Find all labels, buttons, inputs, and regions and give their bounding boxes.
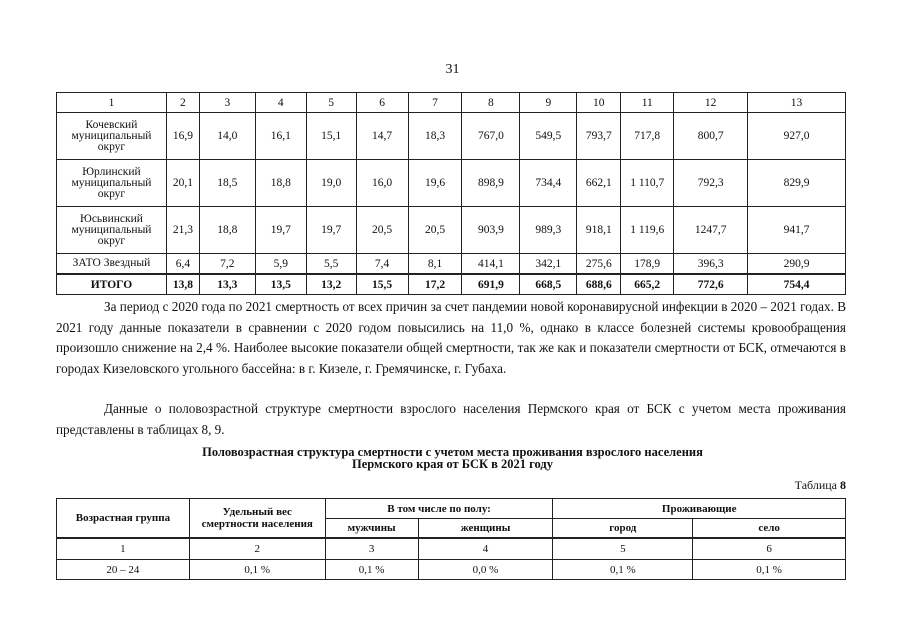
table-cell: 549,5	[520, 113, 577, 160]
header-age-group: Возрастная группа	[57, 499, 190, 539]
total-cell: 13,3	[199, 274, 255, 295]
column-number: 12	[674, 93, 748, 113]
total-row	[57, 274, 846, 295]
table-cell: 14,7	[356, 113, 408, 160]
table-row	[57, 207, 846, 254]
paragraph-text: За период с 2020 года по 2021 смертность от всех причин за счет пандемии новой коронавирусной инфекции в 2020 – 2021 годах. В 2021 году данные показатели в сравнении с 2020 годом повысились на 11,0 %, однако в классе болезней системы кровообращения произошло снижение на 2,4 %. Наиболее высокие показатели общей смертности, так же как и показатели смертности от БСК, отмечаются в городах Кизеловского угольного бассейна: в г. Кизеле, г. Гремячинске, г. Губаха.	[56, 299, 846, 376]
table-cell: 18,8	[199, 207, 255, 254]
table-cell: 20,5	[356, 207, 408, 254]
male-cell: 0,1 %	[325, 560, 418, 580]
table-cell: 918,1	[577, 207, 621, 254]
column-number: 7	[408, 93, 462, 113]
total-cell: 668,5	[520, 274, 577, 295]
table-cell: 15,1	[306, 113, 356, 160]
mortality-by-district-table	[56, 92, 846, 295]
total-cell: 754,4	[748, 274, 846, 295]
table-cell: 1 119,6	[621, 207, 674, 254]
header-male: мужчины	[325, 519, 418, 539]
age-group-cell: 20 – 24	[57, 560, 190, 580]
table-cell: 5,9	[255, 254, 306, 275]
total-cell: 772,6	[674, 274, 748, 295]
column-number: 4	[255, 93, 306, 113]
table-cell: 18,5	[199, 160, 255, 207]
table-cell: 8,1	[408, 254, 462, 275]
column-number: 2	[166, 93, 199, 113]
table-cell: 19,7	[255, 207, 306, 254]
column-number: 11	[621, 93, 674, 113]
city-cell: 0,1 %	[553, 560, 693, 580]
table-cell: 800,7	[674, 113, 748, 160]
table-cell: 941,7	[748, 207, 846, 254]
table-cell: 18,3	[408, 113, 462, 160]
table-row	[57, 254, 846, 275]
table-cell: 1247,7	[674, 207, 748, 254]
total-cell: 13,8	[166, 274, 199, 295]
column-number: 8	[462, 93, 520, 113]
table-cell: 19,0	[306, 160, 356, 207]
table-cell: 18,8	[255, 160, 306, 207]
table-cell: 898,9	[462, 160, 520, 207]
table-cell: 16,9	[166, 113, 199, 160]
table-cell: 20,5	[408, 207, 462, 254]
column-number: 9	[520, 93, 577, 113]
column-number-row	[57, 93, 846, 113]
column-number: 5	[553, 538, 693, 560]
table-cell: 662,1	[577, 160, 621, 207]
district-name: Кочевский муниципальный округ	[57, 113, 167, 160]
header-row	[57, 499, 846, 519]
share-cell: 0,1 %	[189, 560, 325, 580]
village-cell: 0,1 %	[693, 560, 846, 580]
header-mortality-share: Удельный вес смертности населения	[189, 499, 325, 539]
table-cell: 767,0	[462, 113, 520, 160]
column-number: 5	[306, 93, 356, 113]
table-cell: 16,1	[255, 113, 306, 160]
table-row	[57, 160, 846, 207]
table-row	[57, 560, 846, 580]
column-number: 3	[325, 538, 418, 560]
paragraph-text: Данные о половозрастной структуре смертности взрослого населения Пермского края от БСК с учетом места проживания представлены в таблицах 8, 9.	[56, 401, 846, 437]
paragraph-tables-reference	[56, 399, 846, 440]
total-cell: 17,2	[408, 274, 462, 295]
table-cell: 927,0	[748, 113, 846, 160]
table-8-title-line-1: Половозрастная структура смертности с учетом места проживания взрослого населения	[202, 445, 703, 459]
table-row	[57, 113, 846, 160]
total-cell: 691,9	[462, 274, 520, 295]
table-cell: 717,8	[621, 113, 674, 160]
paragraph-mortality-summary	[56, 297, 846, 379]
table-cell: 16,0	[356, 160, 408, 207]
district-name: ЗАТО Звездный	[57, 254, 167, 275]
column-number: 4	[418, 538, 553, 560]
table-cell: 5,5	[306, 254, 356, 275]
table-cell: 793,7	[577, 113, 621, 160]
header-by-sex: В том числе по полу:	[325, 499, 553, 519]
table-8-label: Таблица 8	[794, 478, 846, 492]
column-number: 13	[748, 93, 846, 113]
header-residing: Проживающие	[553, 499, 846, 519]
table-cell: 734,4	[520, 160, 577, 207]
table-cell: 21,3	[166, 207, 199, 254]
header-village: село	[693, 519, 846, 539]
district-name: Юрлинский муниципальный округ	[57, 160, 167, 207]
table-cell: 903,9	[462, 207, 520, 254]
column-number: 3	[199, 93, 255, 113]
table-cell: 414,1	[462, 254, 520, 275]
table-cell: 19,7	[306, 207, 356, 254]
column-number: 6	[356, 93, 408, 113]
table-cell: 20,1	[166, 160, 199, 207]
column-number: 1	[57, 538, 190, 560]
column-number: 1	[57, 93, 167, 113]
table-cell: 7,4	[356, 254, 408, 275]
table-cell: 275,6	[577, 254, 621, 275]
table-cell: 989,3	[520, 207, 577, 254]
total-cell: 13,5	[255, 274, 306, 295]
column-number-row	[57, 538, 846, 560]
table-cell: 342,1	[520, 254, 577, 275]
header-city: город	[553, 519, 693, 539]
table-cell: 829,9	[748, 160, 846, 207]
header-female: женщины	[418, 519, 553, 539]
table-8-title-line-2: Пермского края от БСК в 2021 году	[352, 457, 553, 471]
table-cell: 19,6	[408, 160, 462, 207]
column-number: 2	[189, 538, 325, 560]
table-cell: 14,0	[199, 113, 255, 160]
column-number: 6	[693, 538, 846, 560]
table-cell: 792,3	[674, 160, 748, 207]
total-cell: 665,2	[621, 274, 674, 295]
female-cell: 0,0 %	[418, 560, 553, 580]
table-cell: 7,2	[199, 254, 255, 275]
column-number: 10	[577, 93, 621, 113]
table-cell: 6,4	[166, 254, 199, 275]
total-label: ИТОГО	[57, 274, 167, 295]
table-cell: 396,3	[674, 254, 748, 275]
table-cell: 178,9	[621, 254, 674, 275]
page-number: 31	[445, 62, 460, 77]
total-cell: 15,5	[356, 274, 408, 295]
table-cell: 1 110,7	[621, 160, 674, 207]
total-cell: 13,2	[306, 274, 356, 295]
district-name: Юсьвинский муниципальный округ	[57, 207, 167, 254]
age-sex-structure-table	[56, 498, 846, 580]
table-cell: 290,9	[748, 254, 846, 275]
total-cell: 688,6	[577, 274, 621, 295]
